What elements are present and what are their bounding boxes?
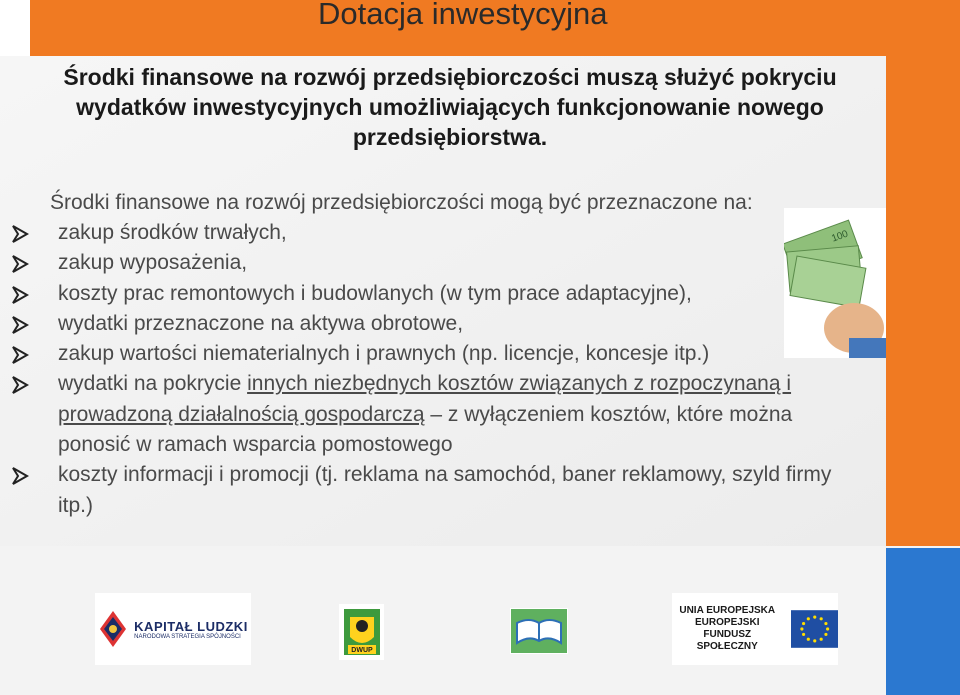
list-item: koszty prac remontowych i budowlanych (w tym prace adaptacyjne), bbox=[10, 279, 850, 309]
kapital-ludzki-logo: KAPITAŁ LUDZKI NARODOWA STRATEGIA SPÓJNOŚCI bbox=[95, 593, 251, 665]
arrow-bullet-icon bbox=[10, 285, 30, 305]
svg-text:100: 100 bbox=[830, 228, 850, 245]
blue-accent-bar bbox=[886, 548, 960, 695]
arrow-bullet-icon bbox=[10, 224, 30, 244]
dwup-label: DWUP bbox=[350, 647, 373, 654]
arrow-bullet-icon bbox=[10, 345, 30, 365]
arrow-bullet-icon bbox=[10, 254, 30, 274]
expense-list bbox=[10, 218, 850, 521]
kapital-ludzki-icon bbox=[98, 609, 128, 649]
list-item: koszty informacji i promocji (tj. reklama na samochód, baner reklamowy, szyld firmy itp.) bbox=[10, 460, 850, 521]
list-item: wydatki przeznaczone na aktywa obrotowe, bbox=[10, 309, 850, 339]
list-item: zakup wyposażenia, bbox=[10, 248, 850, 278]
intro-text: Środki finansowe na rozwój przedsiębiorczości muszą służyć pokryciu wydatków inwestycyjnych umożliwiających funkcjonowanie nowego przedsiębiorstwa. bbox=[63, 64, 837, 150]
dwup-logo bbox=[339, 604, 384, 660]
money-hand-icon bbox=[784, 208, 886, 358]
list-item: zakup wartości niematerialnych i prawnych (np. licencje, koncesje itp.) bbox=[10, 339, 850, 369]
arrow-bullet-icon bbox=[10, 375, 30, 395]
list-item: wydatki na pokrycie innych niezbędnych kosztów związanych z rozpoczynaną i prowadzoną działalnością gospodarczą – z wyłączeniem kosztów, które można ponosić w ramach wsparcia pomostowego bbox=[10, 369, 850, 460]
lead-text: Środki finansowe na rozwój przedsiębiorczości mogą być przeznaczone na: bbox=[50, 191, 753, 214]
arrow-bullet-icon bbox=[10, 466, 30, 486]
arrow-bullet-icon bbox=[10, 315, 30, 335]
list-item: zakup środków trwałych, bbox=[10, 218, 850, 248]
eu-logo: UNIA EUROPEJSKA EUROPEJSKI FUNDUSZ SPOŁECZNY bbox=[672, 593, 838, 665]
book-logo bbox=[510, 608, 568, 654]
slide-title: Dotacja inwestycyjna bbox=[318, 0, 608, 31]
eu-flag-icon bbox=[791, 610, 839, 648]
underlined-text: innych niezbędnych kosztów związanych z rozpoczynaną i prowadzoną działalnością gospodarczą bbox=[58, 372, 792, 426]
